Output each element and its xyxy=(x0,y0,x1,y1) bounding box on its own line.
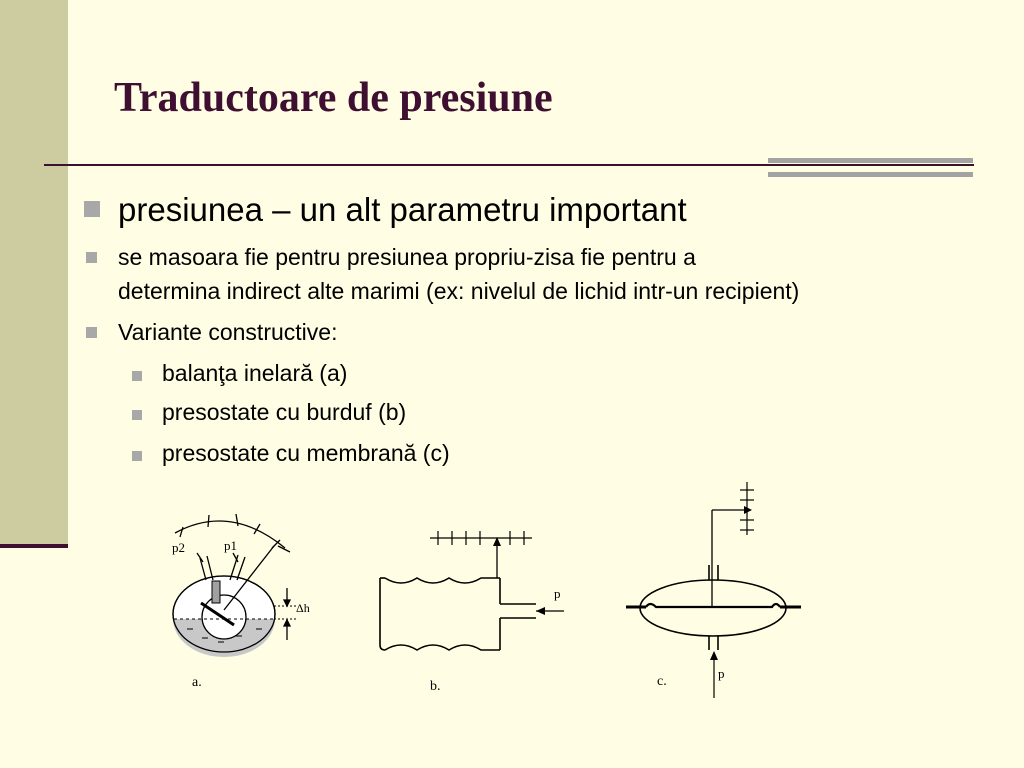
bullet-main-2-line2: determina indirect alte marimi (ex: nivelul de lichid intr-un recipient) xyxy=(118,278,800,304)
caption-b: b. xyxy=(430,679,441,694)
bullet-main-2-line1: se masoara fie pentru presiunea propriu-zisa fie pentru a xyxy=(118,244,696,270)
caption-c: c. xyxy=(657,674,667,689)
sub-bullet-2: presostate cu burduf (b) xyxy=(162,399,407,425)
label-p1: p1 xyxy=(224,538,237,553)
caption-a: a. xyxy=(192,675,202,690)
diagram-c-membrane xyxy=(626,482,801,698)
label-delta-h: Δh xyxy=(296,601,310,615)
diagram-b-bellows xyxy=(380,537,564,650)
slide-title: Traductoare de presiune xyxy=(114,75,553,121)
label-p-c: p xyxy=(718,666,725,681)
bullet-main-1: presiunea – un alt parametru important xyxy=(118,191,687,228)
sub-bullet-1: balanţa inelară (a) xyxy=(162,360,348,386)
label-p-b: p xyxy=(554,586,561,601)
bullet-main-3: Variante constructive: xyxy=(118,319,338,345)
sub-bullet-3: presostate cu membrană (c) xyxy=(162,440,450,466)
label-p2: p2 xyxy=(172,540,185,555)
diagram-a-ring-balance xyxy=(173,514,296,657)
